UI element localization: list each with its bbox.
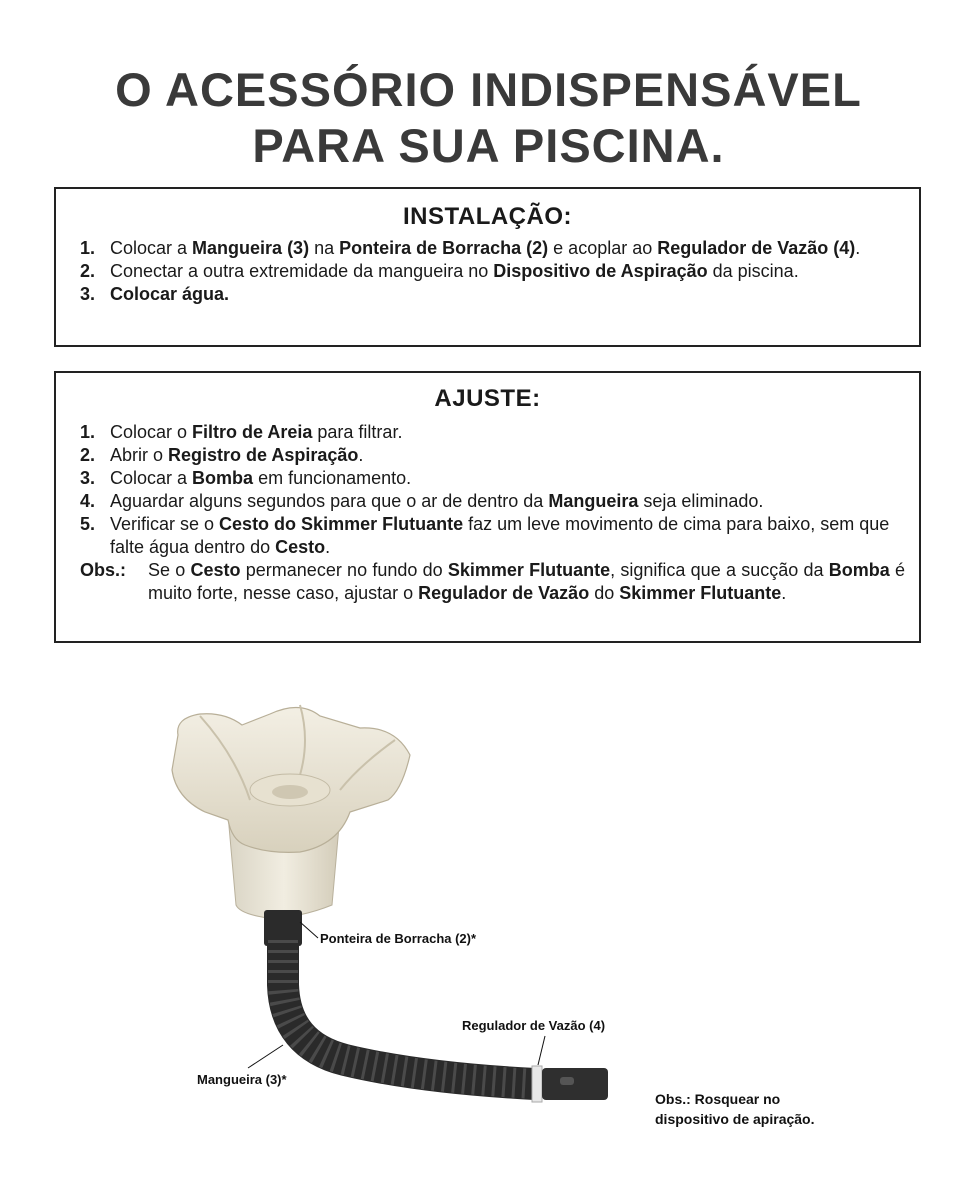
step-text: Colocar a (110, 238, 193, 258)
adjustment-step-2 (80, 444, 905, 467)
obs-text: é muito forte, nesse caso, ajustar o (148, 560, 906, 603)
obs-text: permanecer no fundo do (240, 560, 448, 580)
installation-step-1 (80, 237, 905, 260)
flow-regulator-body (542, 1068, 608, 1100)
step-number: 2. (80, 445, 96, 465)
obs-bold: Skimmer Flutuante (447, 560, 611, 580)
step-number: 5. (80, 514, 96, 534)
step-text: . (358, 445, 364, 465)
adjustment-step-5 (80, 513, 905, 559)
headline (0, 62, 977, 174)
adjustment-title: AJUSTE: (434, 385, 541, 412)
installation-box (54, 187, 921, 347)
step-bold: Regulador de Vazão (4) (657, 238, 856, 258)
step-bold: Colocar água. (110, 284, 230, 304)
step-number: 4. (80, 491, 96, 511)
leader-line-regulador (538, 1036, 545, 1065)
adjustment-step-1 (80, 421, 905, 444)
step-bold: Cesto do Skimmer Flutuante (219, 514, 464, 534)
leader-line-ponteira (300, 922, 318, 938)
step-text: faz um leve movimento de cima para baixo, sem que falte água dentro do (110, 514, 890, 557)
adjustment-step-4 (80, 490, 905, 513)
skimmer-product-illustration (150, 690, 670, 1110)
adjustment-box (54, 371, 921, 643)
hose (283, 940, 535, 1084)
obs-label: Obs.: (80, 560, 127, 580)
step-text: na (309, 238, 340, 258)
obs-bold: Bomba (828, 560, 890, 580)
step-bold: Bomba (192, 468, 254, 488)
step-text: e acoplar ao (548, 238, 658, 258)
installation-title: INSTALAÇÃO: (402, 203, 573, 230)
step-number: 3. (80, 284, 96, 304)
obs-bold: Regulador de Vazão (418, 583, 590, 603)
flow-regulator-ring (532, 1066, 542, 1102)
step-bold: Cesto (275, 537, 326, 557)
adjustment-steps (56, 421, 919, 559)
step-text: Abrir o (110, 445, 169, 465)
obs-text: do (589, 583, 620, 603)
flow-regulator-slot (560, 1077, 574, 1085)
headline-line-2: PARA SUA PISCINA. (252, 119, 725, 172)
step-bold: Registro de Aspiração (168, 445, 359, 465)
adjustment-observation (80, 559, 905, 605)
note-rosquear (655, 1089, 895, 1129)
obs-text: . (781, 583, 787, 603)
step-text: Conectar a outra extremidade da mangueira no (110, 261, 494, 281)
step-number: 2. (80, 261, 96, 281)
step-bold: Dispositivo de Aspiração (493, 261, 708, 281)
obs-text: Se o (148, 560, 191, 580)
step-text: . (855, 238, 861, 258)
adjustment-step-3 (80, 467, 905, 490)
step-number: 1. (80, 238, 96, 258)
note-line-2: dispositivo de apiração. (655, 1111, 815, 1127)
note-line-1: Obs.: Rosquear no (655, 1091, 781, 1107)
step-bold: Mangueira (548, 491, 639, 511)
installation-step-3 (80, 283, 905, 306)
step-number: 1. (80, 422, 96, 442)
skimmer-center-hole (272, 785, 308, 799)
step-bold: Ponteira de Borracha (2) (339, 238, 549, 258)
step-text: para filtrar. (312, 422, 403, 442)
leader-line-mangueira (248, 1045, 283, 1068)
label-regulador: Regulador de Vazão (4) (462, 1018, 606, 1033)
installation-steps (56, 237, 919, 306)
installation-step-2 (80, 260, 905, 283)
step-bold: Mangueira (3) (192, 238, 310, 258)
obs-bold: Cesto (190, 560, 241, 580)
step-text: Aguardar alguns segundos para que o ar de dentro da (110, 491, 549, 511)
step-text: Colocar a (110, 468, 193, 488)
obs-bold: Skimmer Flutuante (619, 583, 782, 603)
step-text: Verificar se o (110, 514, 220, 534)
step-text: seja eliminado. (638, 491, 764, 511)
headline-line-1: O ACESSÓRIO INDISPENSÁVEL (115, 63, 862, 116)
step-text: Colocar o (110, 422, 193, 442)
label-ponteira: Ponteira de Borracha (2)* (320, 931, 477, 946)
step-text: da piscina. (707, 261, 799, 281)
label-mangueira: Mangueira (3)* (197, 1072, 287, 1087)
step-number: 3. (80, 468, 96, 488)
step-text: em funcionamento. (253, 468, 412, 488)
step-text: . (325, 537, 331, 557)
obs-text: , significa que a sucção da (610, 560, 829, 580)
step-bold: Filtro de Areia (192, 422, 313, 442)
